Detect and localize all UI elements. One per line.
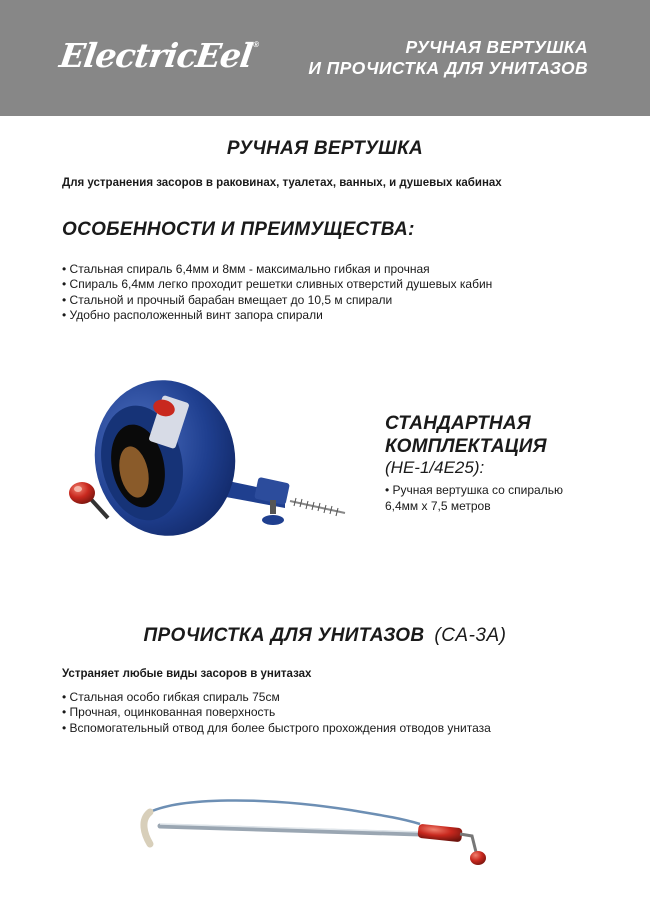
toilet-auger-image: [120, 790, 510, 870]
page-header: [0, 0, 650, 116]
list-item: • Стальной и прочный барабан вмещает до 10,5 м спирали: [62, 293, 492, 308]
features-title: ОСОБЕННОСТИ И ПРЕИМУЩЕСТВА:: [62, 219, 415, 240]
list-item: • Вспомогательный отвод для более быстрого прохождения отводов унитаза: [62, 721, 491, 736]
list-item: • Удобно расположенный винт запора спирали: [62, 308, 492, 323]
features-list: [62, 262, 492, 323]
list-item: • Стальная спираль 6,4мм и 8мм - максимально гибкая и прочная: [62, 262, 492, 277]
header-title-line1: РУЧНАЯ ВЕРТУШКА: [405, 37, 588, 57]
electric-eel-logo: [57, 36, 259, 75]
drum-auger-image: [60, 368, 360, 558]
list-item: • Спираль 6,4мм легко проходит решетки сливных отверстий душевых кабин: [62, 277, 492, 292]
section1-lead: Для устранения засоров в раковинах, туалетах, ванных, и душевых кабинах: [62, 177, 502, 189]
header-title-line2: И ПРОЧИСТКА ДЛЯ УНИТАЗОВ: [308, 58, 588, 78]
standard-kit-title-line1: СТАНДАРТНАЯ: [385, 413, 531, 434]
section2-title: [0, 625, 650, 647]
standard-kit-model: (HE-1/4E25):: [385, 458, 485, 477]
standard-kit-item: • Ручная вертушка со спиралью 6,4мм х 7,5 метров: [385, 483, 563, 513]
header-title: [308, 37, 588, 79]
section2-features-list: [62, 690, 491, 736]
standard-kit-title: [385, 412, 547, 458]
list-item: • Стальная особо гибкая спираль 75см: [62, 690, 491, 705]
standard-kit-title-line2: КОМПЛЕКТАЦИЯ: [385, 436, 547, 457]
section1-title: РУЧНАЯ ВЕРТУШКА: [226, 138, 424, 159]
list-item: • Прочная, оцинкованная поверхность: [62, 705, 491, 720]
section2-model: (CA-3A): [434, 625, 507, 646]
section2-title-text: ПРОЧИСТКА ДЛЯ УНИТАЗОВ: [143, 625, 425, 646]
registered-mark: ®: [252, 40, 259, 49]
logo-text: ElectricEel: [57, 36, 255, 75]
section2-lead: Устраняет любые виды засоров в унитазах: [62, 668, 312, 680]
